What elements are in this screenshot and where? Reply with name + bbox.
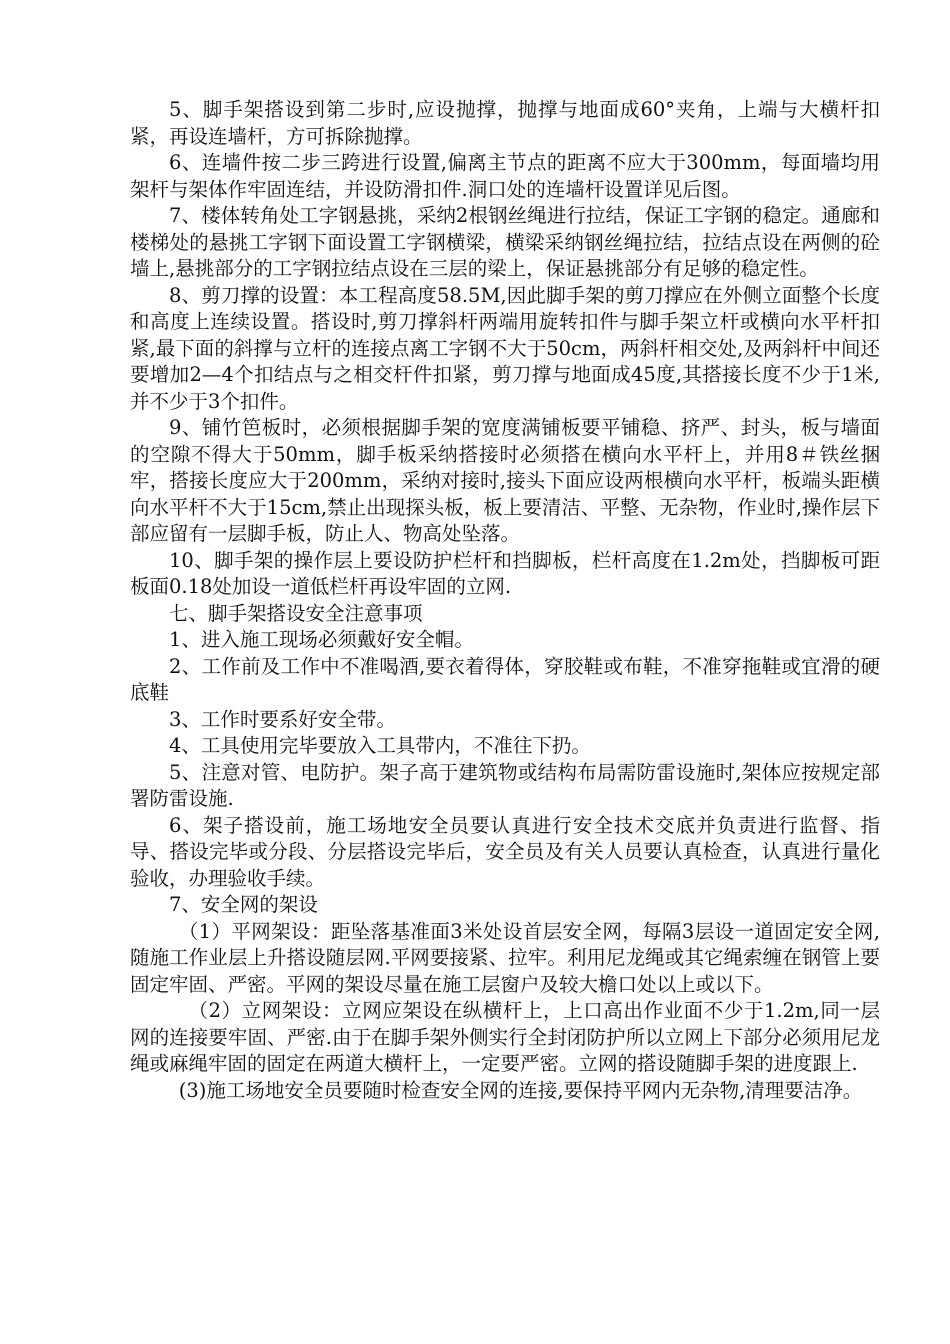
section-heading-7: 七、脚手架搭设安全注意事项 bbox=[169, 601, 423, 625]
safety-item-5: 5、注意对管、电防护。架子高于建筑物或结构布局需防雷设施时,架体应按规定部署防雷设施. bbox=[130, 760, 880, 810]
safety-item-4: 4、工具使用完毕要放入工具带内，不准往下扔。 bbox=[169, 734, 591, 757]
paragraph-item-10: 10、脚手架的操作层上要设防护栏杆和挡脚板，栏杆高度在1.2m处，挡脚板可距板面0.18处加设一道低栏杆再设牢固的立网. bbox=[130, 548, 880, 598]
paragraph-item-5: 5、脚手架搭设到第二步时,应设抛撑，抛撑与地面成60°夹角，上端与大横杆扣紧，再设连墙杆，方可拆除抛撑。 bbox=[130, 98, 880, 148]
safety-net-item-1: （1）平网架设：距坠落基准面3米处设首层安全网，每隔3层设一道固定安全网,随施工作业层上升搭设随层网.平网要接紧、拉牢。利用尼龙绳或其它绳索缠在钢管上要固定牢固、严密。平网的架设尽量在施工层窗户及较大檐口处以上或以下。 bbox=[130, 919, 880, 996]
paragraph-item-7: 7、楼体转角处工字钢悬挑，采纳2根钢丝绳进行拉结，保证工字钢的稳定。通廊和楼梯处的悬挑工字钢下面设置工字钢横梁，横梁采纳钢丝绳拉结，拉结点设在两侧的砼墙上,悬挑部分的工字钢拉结点设在三层的梁上，保证悬挑部分有足够的稳定性。 bbox=[130, 204, 880, 280]
paragraph-item-9: 9、铺竹笆板时，必须根据脚手架的宽度满铺板要平铺稳、挤严、封头，板与墙面的空隙不得大于50mm，脚手板采纳搭接时必须搭在横向水平杆上，并用8＃铁丝捆牢，搭接长度应大于200mm，采纳对接时,接头下面应设两根横向水平杆，板端头距横向水平杆不大于15cm,禁止出现探头板，板上要清洁、平整、无杂物，作业时,操作层下部应留有一层脚手板，防止人、物高处坠落。 bbox=[130, 416, 880, 545]
paragraph-item-8: 8、剪刀撑的设置：本工程高度58.5M,因此脚手架的剪刀撑应在外侧立面整个长度和高度上连续设置。搭设时,剪刀撑斜杆两端用旋转扣件与脚手架立杆或横向水平杆扣紧,最下面的斜撑与立杆的连接点离工字钢不大于50cm，两斜杆相交处,及两斜杆中间还要增加2—4个扣结点与之相交杆件扣紧，剪刀撑与地面成45度,其搭接长度不少于1米,并不少于3个扣件。 bbox=[130, 283, 880, 413]
document-body bbox=[130, 97, 880, 1104]
safety-item-1: 1、进入施工现场必须戴好安全帽。 bbox=[169, 628, 474, 651]
safety-net-item-2: （2）立网架设：立网应架设在纵横杆上，上口高出作业面不少于1.2m,同一层网的连接要牢固、严密.由于在脚手架外侧实行全封闭防护所以立网上下部分必须用尼龙绳或麻绳牢固的固定在两道大横杆上，一定要严密。立网的搭设随脚手架的进度跟上. bbox=[130, 999, 880, 1075]
safety-item-6: 6、架子搭设前，施工场地安全员要认真进行安全技术交底并负责进行监督、指导、搭设完毕或分段、分层搭设完毕后，安全员及有关人员要认真检查，认真进行量化验收，办理验收手续。 bbox=[130, 813, 880, 890]
safety-net-item-3: (3)施工场地安全员要随时检查安全网的连接,要保持平网内无杂物,清理要洁净。 bbox=[178, 1078, 863, 1102]
paragraph-item-6: 6、连墙件按二步三跨进行设置,偏离主节点的距离不应大于300mm，每面墙均用架杆与架体作牢固连结，并设防滑扣件.洞口处的连墙杆设置详见后图。 bbox=[130, 151, 880, 201]
safety-item-7: 7、安全网的架设 bbox=[169, 893, 318, 916]
safety-item-2: 2、工作前及工作中不准喝酒,要衣着得体，穿胶鞋或布鞋，不准穿拖鞋或宜滑的硬底鞋 bbox=[130, 654, 880, 704]
safety-item-3: 3、工作时要系好安全带。 bbox=[169, 707, 396, 731]
